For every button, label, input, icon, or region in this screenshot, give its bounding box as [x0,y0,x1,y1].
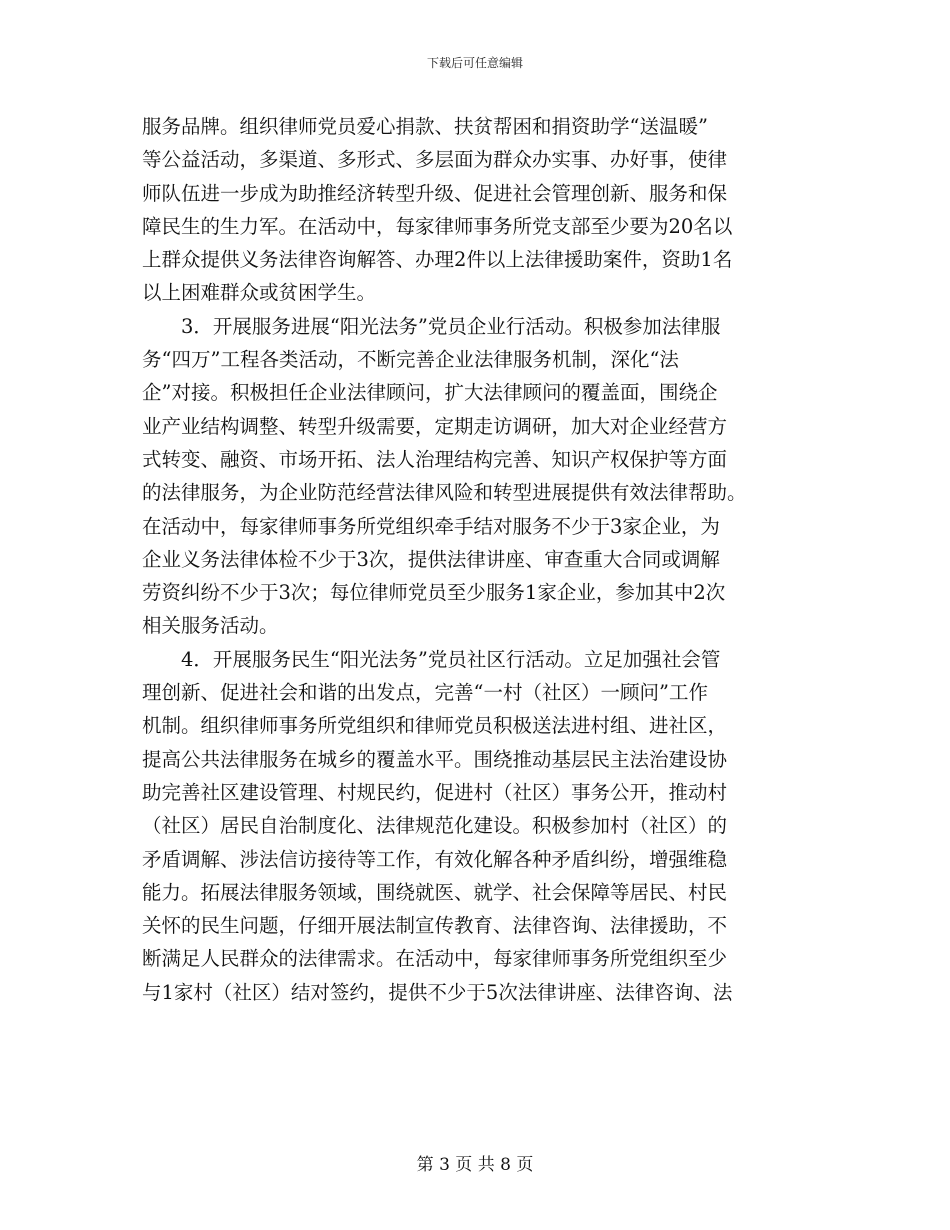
text-line: 务“四万”工程各类活动，不断完善企业法律服务机制，深化“法 [142,348,679,372]
text-line: 助完善社区建设管理、村规民约，促进村（社区）事务公开，推动村 [142,780,728,804]
text-line: 关怀的民生问题，仔细开展法制宣传教育、法律咨询、法律援助，不 [142,914,728,938]
text-line: 障民生的生力军。在活动中，每家律师事务所党支部至少要为20名以 [142,214,733,238]
text-line: 能力。拓展法律服务领域，围绕就医、就学、社会保障等居民、村民 [142,880,728,904]
text-line: 业产业结构调整、转型升级需要，定期走访调研，加大对企业经营方 [142,414,728,438]
text-line: （社区）居民自治制度化、法律规范化建设。积极参加村（社区）的 [142,814,728,838]
text-line: 理创新、促进社会和谐的出发点，完善“一村（社区）一顾问”工作 [142,681,708,705]
text-line: 提高公共法律服务在城乡的覆盖水平。围绕推动基层民主法治建设协 [142,747,728,771]
text-line: 在活动中，每家律师事务所党组织牵手结对服务不少于3家企业，为 [142,514,720,538]
text-line: 断满足人民群众的法律需求。在活动中，每家律师事务所党组织至少 [142,947,728,971]
text-line: 与1家村（社区）结对签约，提供不少于5次法律讲座、法律咨询、法 [142,980,733,1004]
text-line: 4．开展服务民生“阳光法务”党员社区行活动。立足加强社会管 [142,647,721,671]
text-line: 的法律服务，为企业防范经营法律风险和转型进展提供有效法律帮助。 [142,481,747,505]
text-line: 以上困难群众或贫困学生。 [142,281,377,305]
page-header: 下载后可任意编辑 [426,56,523,70]
text-line: 上群众提供义务法律咨询解答、办理2件以上法律援助案件，资助1名 [142,248,733,272]
text-line: 矛盾调解、涉法信访接待等工作，有效化解各种矛盾纠纷，增强维稳 [142,847,728,871]
page-footer: 第 3 页 共 8 页 [416,1155,534,1175]
text-line: 企业义务法律体检不少于3次，提供法律讲座、审查重大合同或调解 [142,547,720,571]
text-line: 3．开展服务进展“阳光法务”党员企业行活动。积极参加法律服 [142,314,721,338]
text-line: 师队伍进一步成为助推经济转型升级、促进社会管理创新、服务和保 [142,181,728,205]
text-line: 企”对接。积极担任企业法律顾问，扩大法律顾问的覆盖面，围绕企 [142,381,718,405]
text-line: 相关服务活动。 [142,614,279,638]
text-line: 式转变、融资、市场开拓、法人治理结构完善、知识产权保护等方面 [142,447,728,471]
text-line: 服务品牌。组织律师党员爱心捐款、扶贫帮困和捐资助学“送温暖” [142,115,708,138]
text-line: 劳资纠纷不少于3次；每位律师党员至少服务1家企业，参加其中2次 [142,581,726,605]
text-line: 机制。组织律师事务所党组织和律师党员积极送法进村组、进社区， [142,714,728,738]
document-body [142,110,810,1009]
text-line: 等公益活动，多渠道、多形式、多层面为群众办实事、办好事，使律 [142,148,728,172]
